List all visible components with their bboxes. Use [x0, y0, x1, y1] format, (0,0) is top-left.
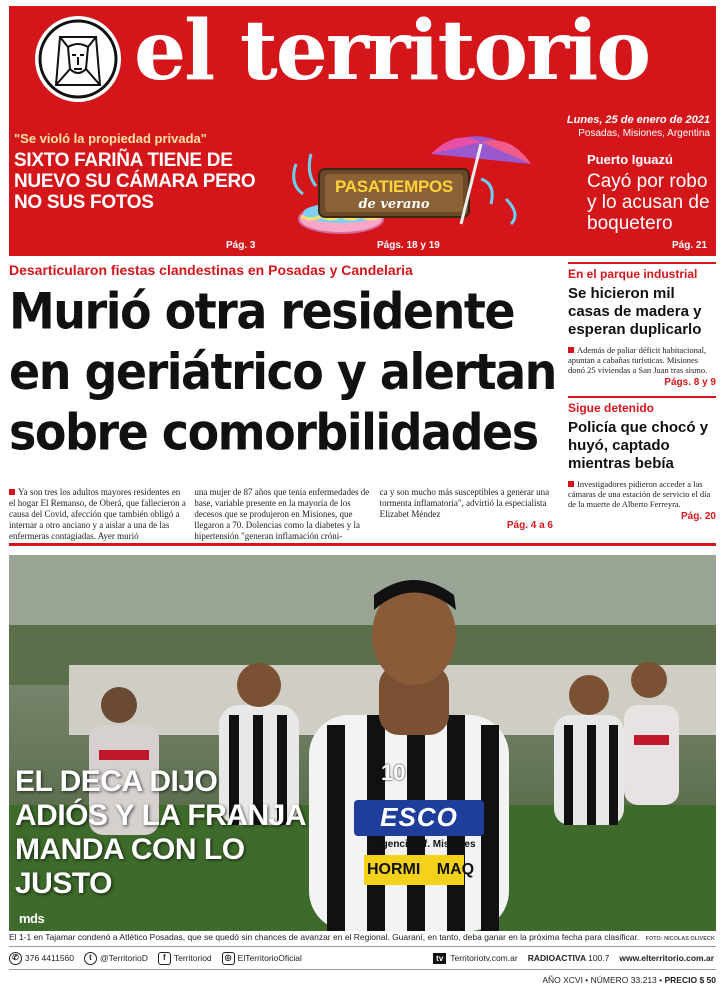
brand-title[interactable]: el territorio: [134, 6, 650, 99]
issue-price: PRECIO $ 50: [664, 975, 716, 985]
pasatiempos-subtitle: de verano: [358, 197, 430, 212]
teaser-right[interactable]: [587, 152, 712, 234]
shorts-text-2: MAQ: [436, 861, 475, 878]
twitter-contact[interactable]: [84, 952, 148, 965]
radio-frequency: 100.7: [588, 953, 610, 963]
issue-date: Lunes, 25 de enero de 2021: [566, 114, 710, 126]
sports-photo[interactable]: [9, 555, 716, 931]
jersey-sponsor: ESCO: [380, 802, 458, 832]
dateline: [567, 114, 710, 140]
radio-contact[interactable]: [528, 953, 610, 963]
issue-place: Posadas, Misiones, Argentina: [578, 128, 710, 139]
website-link[interactable]: www.elterritorio.com.ar: [619, 953, 714, 963]
teaser-right-kicker: Puerto Iguazú: [587, 152, 673, 167]
bullet-icon: [568, 347, 574, 353]
issue-number: AÑO XCVI • NÚMERO 33.213 •: [542, 975, 663, 985]
jersey-sponsor-line: Agencia Of. Misiones: [374, 839, 476, 850]
facebook-icon: f: [158, 952, 171, 965]
photo-story-headline[interactable]: EL DECA DIJO ADIÓS Y LA FRANJA MANDA CON LO JUSTO: [15, 765, 305, 900]
sidebar-story-2-kicker: Sigue detenido: [568, 396, 716, 415]
teaser-left[interactable]: [14, 131, 279, 213]
sidebar-story-1-kicker: En el parque industrial: [568, 262, 716, 281]
main-story-body: [9, 487, 557, 542]
tv-contact[interactable]: [433, 953, 518, 964]
photo-caption: [9, 932, 716, 942]
whatsapp-icon: ✆: [9, 952, 22, 965]
sidebar-story-2-page: Pág. 20: [680, 511, 716, 522]
masthead: [9, 6, 716, 256]
footer-bar: [9, 946, 716, 970]
main-story-col-3: ca y son mucho más susceptibles a generar una tormenta inflamatoria", advirtió la especialista Elizabet Méndez: [379, 487, 550, 519]
teaser-left-page: Pág. 3: [226, 240, 256, 251]
sidebar-story-2-headline[interactable]: Policía que chocó y huyó, captado mientras bebía: [568, 419, 709, 472]
pasatiempos-title: PASATIEMPOS: [335, 177, 453, 196]
sidebar-story-1-body-text: Además de paliar déficit habitacional, apuntan a cabañas turísticas. Misiones donó 25 viviendas a San Juan tras sismo.: [568, 345, 708, 375]
photo-credit: FOTO: NICOLAS OLIVECK: [645, 936, 715, 942]
newspaper-seal-logo[interactable]: [35, 16, 121, 102]
main-story-col-1-text: Ya son tres los adultos mayores residentes en el hogar El Remanso, de Oberá, que fallecieron a causa del Covid, afección que también obligó a internar a otro anciano y a aislar a una de las enfermeras contagiadas. Ayer murió: [9, 487, 186, 541]
tv-site: Territoriotv.com.ar: [450, 953, 518, 963]
sidebar-story-2-body-text: Investigadores pidieron acceder a las cámaras de una estación de servicio el día de la muerte de Alberto Ferreyra.: [568, 479, 711, 509]
sidebar: [568, 262, 716, 522]
mds-logo: mds: [19, 911, 45, 926]
main-story-headline[interactable]: Murió otra residente en geriátrico y alertan sobre comorbilidades: [9, 282, 556, 462]
photo-caption-text: El 1-1 en Tajamar condenó a Atlético Posadas, que se quedó sin chances de avanzar en el Regional. Guaraní, en tanto, deba ganar en la próxima fecha para clasificar.: [9, 932, 640, 942]
bullet-icon: [9, 489, 15, 495]
main-story[interactable]: [9, 262, 557, 540]
sidebar-story-2[interactable]: [568, 396, 716, 522]
tv-icon: tv: [433, 953, 446, 964]
instagram-contact[interactable]: [222, 952, 302, 965]
logo-row: [9, 6, 716, 116]
instagram-icon: ◎: [222, 952, 235, 965]
main-story-page: Pág. 4 a 6: [506, 520, 553, 531]
jersey-number: 10: [381, 760, 406, 785]
section-divider: [9, 543, 716, 546]
teaser-left-kicker: "Se violó la propiedad privada": [14, 131, 207, 146]
sidebar-story-1-headline[interactable]: Se hicieron mil casas de madera y esperan duplicarlo: [568, 285, 702, 338]
main-story-kicker: Desarticularon fiestas clandestinas en Posadas y Candelaria: [9, 262, 413, 278]
radio-name: RADIOACTIVA: [527, 953, 587, 963]
teaser-right-page: Pág. 21: [672, 240, 708, 251]
sidebar-story-1-page: Págs. 8 y 9: [664, 377, 716, 388]
sidebar-story-2-body: [568, 479, 716, 509]
whatsapp-contact[interactable]: [9, 952, 74, 965]
main-story-col-1: [9, 487, 186, 542]
teaser-right-headline[interactable]: Cayó por robo y lo acusan de boquetero: [587, 171, 710, 234]
twitter-handle: @TerritorioD: [100, 953, 148, 963]
main-story-col-2: una mujer de 87 años que tenía enfermedades de base, variable presente en la mayoría de los decesos que se produjeron en Misiones, que llegaron a 70. Dolencias como la diabetes y la hipertensión "generan inflamación cróni-: [194, 487, 370, 541]
issue-info: [542, 975, 716, 985]
pasatiempos-promo[interactable]: [281, 124, 571, 246]
sidebar-story-1[interactable]: [568, 262, 716, 388]
facebook-handle: Territoriod: [173, 953, 212, 963]
shorts-text: [367, 861, 474, 879]
twitter-icon: t: [84, 952, 97, 965]
whatsapp-number: 376 4411560: [25, 953, 75, 963]
shorts-text-1: HORMI: [367, 861, 421, 878]
sidebar-story-1-body: [568, 345, 716, 375]
teaser-left-headline[interactable]: SIXTO FARIÑA TIENE DE NUEVO SU CÁMARA PERO NO SUS FOTOS: [14, 150, 256, 213]
pasatiempos-page: Págs. 18 y 19: [377, 240, 440, 251]
facebook-contact[interactable]: [158, 952, 212, 965]
bullet-icon: [568, 481, 574, 487]
instagram-handle: ElTerritorioOficial: [237, 953, 302, 963]
